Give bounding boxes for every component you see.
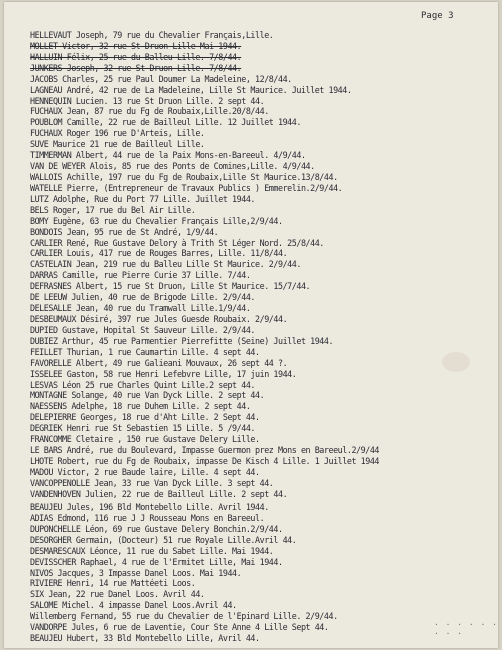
list-item: NAESSENS Adelphe, 18 rue Duhem Lille. 2 sept 44. <box>30 401 251 412</box>
list-item: DARRAS Camille, rue Pierre Curie 37 Lille. 7/44. <box>30 270 251 281</box>
list-item: MOLLET Victor, 32 rue St Druon Lille Mai 1944. <box>30 40 242 51</box>
list-item: FRANCOMME Cletaire , 150 rue Gustave Delery Lille. <box>30 434 260 445</box>
list-item: WATELLE Pierre, (Entrepreneur de Travaux Publics ) Emmerelin.2/9/44. <box>30 182 343 193</box>
list-item: SUVE Maurice 21 rue de Bailleul Lille. <box>30 139 205 150</box>
list-item: BEAUJEU Hubert, 33 Bld Montebello Lille, Avril 44. <box>30 633 260 644</box>
list-item: MADOU Victor, 2 rue Baude laire, Lille. 4 sept 44. <box>30 466 260 477</box>
list-item: LHOTE Robert, rue du Fg de Roubaix, impasse De Kisch 4 Lille. 1 Juillet 1944 <box>30 455 380 466</box>
name-list-primary <box>30 30 498 500</box>
list-item: DUPIED Gustave, Hopital St Sauveur Lille. 2/9/44. <box>30 324 256 335</box>
list-item: HALLUIN Félix, 25 rue du Balleu Lille. 7/8/44. <box>30 51 242 62</box>
list-item: ADIAS Edmond, 116 rue J J Rousseau Mons en Bareeul. <box>30 512 265 523</box>
list-item: DEFRASNES Albert, 15 rue St Druon, Lille St Maurice. 15/7/44. <box>30 281 311 292</box>
list-item: HELLEVAUT Joseph, 79 rue du Chevalier Français,Lille. <box>30 30 274 40</box>
name-list-secondary <box>30 502 498 644</box>
list-item: DELEPIERRE Georges, 18 rue d'Aht Lille. 2 Sept 44. <box>30 412 260 423</box>
list-item: LE BARS André, rue du Boulevard, Impasse Guermon prez Mons en Bareeul.2/9/44 <box>30 445 380 456</box>
list-item: NIVOS Jacques, 3 Impasse Danel Loos. Mai 1944. <box>30 567 242 578</box>
list-item: MONTAGNE Solange, 40 rue Van Dyck Lille. 2 sept 44. <box>30 390 265 401</box>
list-item: BEAUJEU Jules, 196 Bld Montebello Lille. Avril 1944. <box>30 502 269 512</box>
list-item: LUTZ Adolphe, Rue du Port 77 Lille. Juillet 1944. <box>30 193 256 204</box>
list-item: DELESALLE Jean, 40 rue du Tramwall Lille.1/9/44. <box>30 303 251 314</box>
list-item: VANCOPPENOLLE Jean, 33 rue Van Dyck Lille. 3 sept 44. <box>30 477 274 488</box>
list-item: VANDORPE Jules, 6 rue de Laventie, Cour Ste Anne 4 Lille Sept 44. <box>30 622 329 633</box>
list-item: Willemberg Fernand, 55 rue du Chevalier de l'Epinard Lille. 2/9/44. <box>30 611 338 622</box>
list-item: WALLOIS Achille, 197 rue du Fg de Roubaix,Lille St Maurice.13/8/44. <box>30 171 338 182</box>
list-item: FUCHAUX Jean, 87 rue du Fg de Roubaix,Lille.20/8/44. <box>30 106 269 117</box>
list-item: JUNKERS Joseph, 32 rue St Druon Lille. 7/8/44. <box>30 62 242 73</box>
list-item: JACOBS Charles, 25 rue Paul Doumer La Madeleine, 12/8/44. <box>30 73 292 84</box>
list-item: DEVISSCHER Raphael, 4 rue de l'Ermitet Lille, Mai 1944. <box>30 556 283 567</box>
list-item: BELS Roger, 17 rue du Bel Air Lille. <box>30 204 196 215</box>
document-page <box>4 2 498 648</box>
list-item: BOMY Eugène, 63 rue du Chevalier Français Lille,2/9/44. <box>30 215 283 226</box>
list-item: CARLIER René, Rue Gustave Delory à Trith St Léger Nord. 25/8/44. <box>30 237 324 248</box>
list-item: DESORGHER Germain, (Docteur) 51 rue Royale Lille.Avril 44. <box>30 534 297 545</box>
list-item: LAGNEAU André, 42 rue de La Madeleine, Lille St Maurice. Juillet 1944. <box>30 84 352 95</box>
list-item: DE LEEUW Julien, 40 rue de Brigode Lille. 2/9/44. <box>30 292 256 303</box>
list-item: SIX Jean, 22 rue Danel Loos. Avril 44. <box>30 589 205 600</box>
list-item: FUCHAUX Roger 196 rue D'Arteis, Lille. <box>30 128 205 139</box>
list-item: VANDENHOVEN Julien, 22 rue de Bailleul Lille. 2 sept 44. <box>30 488 288 499</box>
list-item: CARLIER Louis, 417 rue de Rouges Barres, Lille. 11/8/44. <box>30 248 288 259</box>
list-item: BONDOIS Jean, 95 rue de St André, 1/9/44. <box>30 226 219 237</box>
list-item: FEILLET Thurian, 1 rue Caumartin Lille. 4 sept 44. <box>30 346 260 357</box>
list-item: RIVIERE Henri, 14 rue Mattéeti Loos. <box>30 578 196 589</box>
list-item: DUPONCHELLE Léon, 69 rue Gustave Delery Bonchin.2/9/44. <box>30 523 283 534</box>
footer-dots: · · · · · · · · · <box>434 620 498 638</box>
list-item: DESBEUMAUX Désiré, 397 rue Jules Guesde Roubaix. 2/9/44. <box>30 313 288 324</box>
list-item: HENNEQUIN Lucien. 13 rue St Druon Lille. 2 sept 44. <box>30 95 265 106</box>
page-number: Page 3 <box>421 11 454 21</box>
list-item: SALOME Michel. 4 impasse Danel Loos.Avril 44. <box>30 600 237 611</box>
list-item: TIMMERMAN Albert, 44 rue de la Paix Mons-en-Bareeul. 4/9/44. <box>30 150 306 161</box>
list-item: DESMARESCAUX Léonce, 11 rue du Sabet Lille. Mai 1944. <box>30 545 274 556</box>
list-item: CASTELAIN Jean, 219 rue du Balleu Lille St Maurice. 2/9/44. <box>30 259 301 270</box>
list-item: ISSELEE Gaston, 58 rue Henri Lefebvre Lille, 17 juin 1944. <box>30 368 297 379</box>
list-item: POUBLOM Camille, 22 rue de Bailleul Lille. 12 Juillet 1944. <box>30 117 301 128</box>
list-item: DEGRIEK Henri rue St Sebastien 15 Lille. 5 /9/44. <box>30 423 256 434</box>
list-item: VAN DE WEYER Alois, 85 rue des Ponts de Comines,Lille. 4/9/44. <box>30 161 315 172</box>
list-item: DUBIEZ Arthur, 45 rue Parmentier Pierrefitte (Seine) Juillet 1944. <box>30 335 334 346</box>
list-item: FAVORELLE Albert, 49 rue Galieani Mouvaux, 26 sept 44 ?. <box>30 357 288 368</box>
list-item: LESVAS Léon 25 rue Charles Quint Lille.2 sept 44. <box>30 379 256 390</box>
